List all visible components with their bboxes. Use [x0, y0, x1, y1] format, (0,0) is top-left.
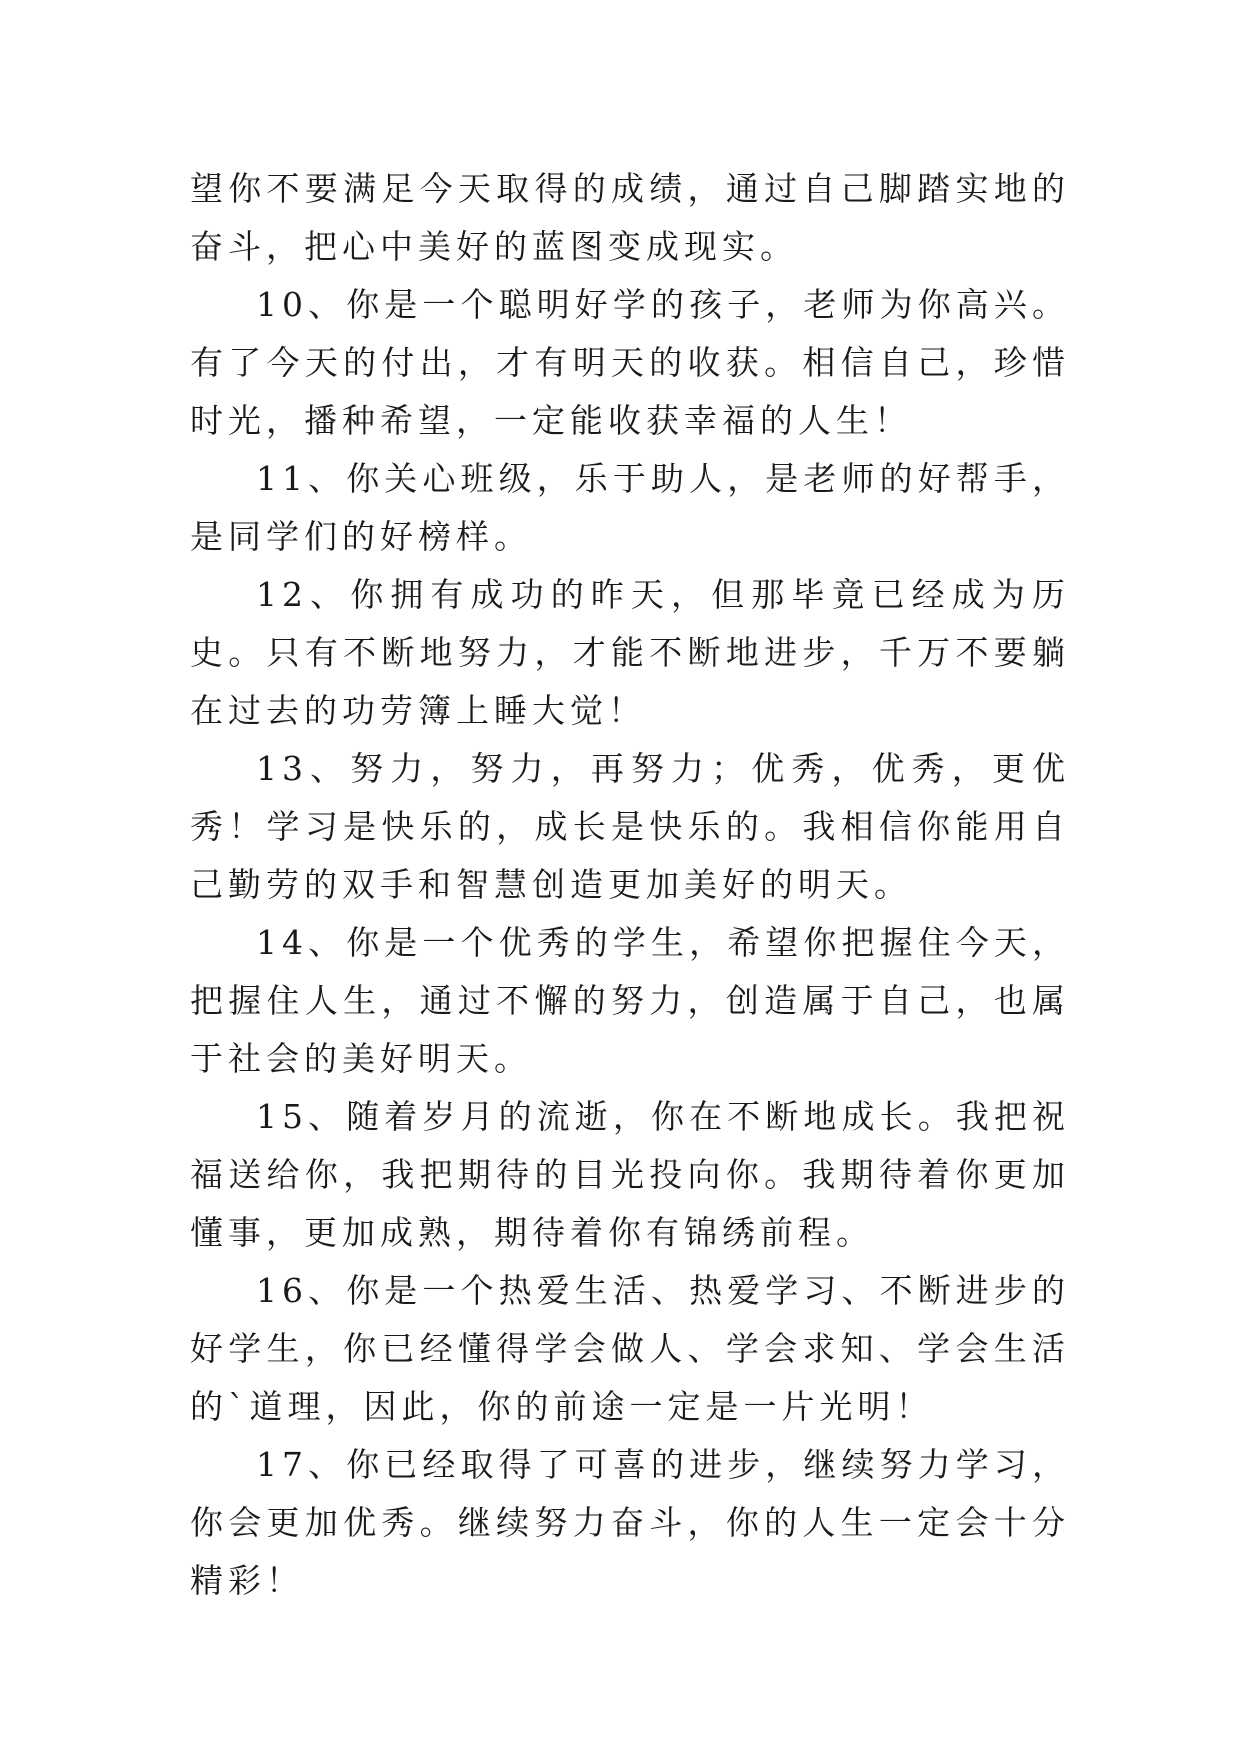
document-body [190, 160, 1070, 1610]
paragraph-comment-16: 16、你是一个热爱生活、热爱学习、不断进步的好学生，你已经懂得学会做人、学会求知、学会生活的`道理，因此，你的前途一定是一片光明！ [190, 1271, 1070, 1426]
paragraph-comment-13: 13、努力，努力，再努力；优秀，优秀，更优秀！学习是快乐的，成长是快乐的。我相信你能用自己勤劳的双手和智慧创造更加美好的明天。 [190, 749, 1070, 904]
paragraph-comment-11: 11、你关心班级，乐于助人，是老师的好帮手，是同学们的好榜样。 [190, 459, 1070, 556]
paragraph-continuation: 望你不要满足今天取得的成绩，通过自己脚踏实地的奋斗，把心中美好的蓝图变成现实。 [190, 169, 1070, 266]
paragraph-comment-17: 17、你已经取得了可喜的进步，继续努力学习，你会更加优秀。继续努力奋斗，你的人生一定会十分精彩！ [190, 1445, 1070, 1600]
paragraph-comment-12: 12、你拥有成功的昨天，但那毕竟已经成为历史。只有不断地努力，才能不断地进步，千万不要躺在过去的功劳簿上睡大觉！ [190, 575, 1070, 730]
paragraph-comment-14: 14、你是一个优秀的学生，希望你把握住今天，把握住人生，通过不懈的努力，创造属于自己，也属于社会的美好明天。 [190, 923, 1070, 1078]
paragraph-comment-10: 10、你是一个聪明好学的孩子，老师为你高兴。有了今天的付出，才有明天的收获。相信自己，珍惜时光，播种希望，一定能收获幸福的人生！ [190, 285, 1070, 440]
paragraph-comment-15: 15、随着岁月的流逝，你在不断地成长。我把祝福送给你，我把期待的目光投向你。我期待着你更加懂事，更加成熟，期待着你有锦绣前程。 [190, 1097, 1070, 1252]
